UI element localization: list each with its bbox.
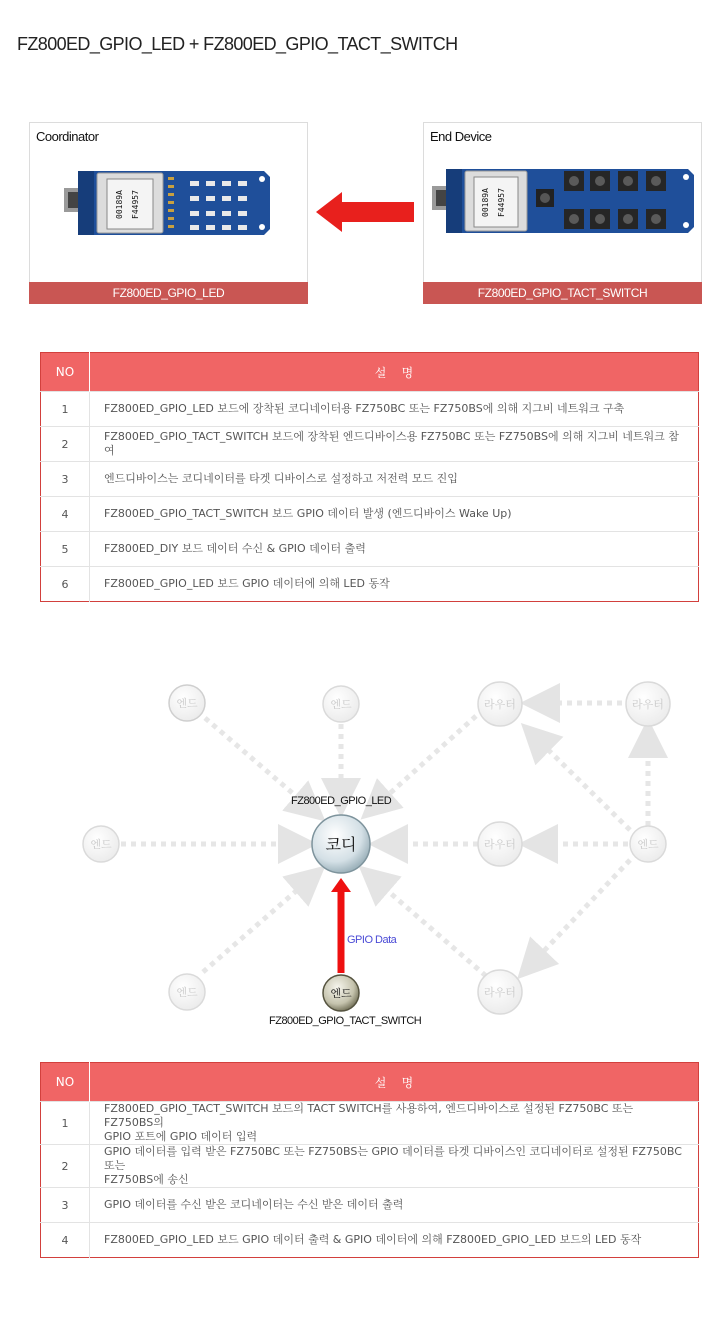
row-no: 6 bbox=[41, 567, 90, 602]
table-row bbox=[41, 1188, 699, 1223]
end-node bbox=[169, 974, 205, 1010]
node-label: 엔드 bbox=[330, 698, 352, 711]
row-text: FZ800ED_GPIO_LED 보드 GPIO 데이터에 의해 LED 동작 bbox=[90, 567, 699, 602]
end-device-panel bbox=[423, 122, 702, 304]
node-label: 엔드 bbox=[637, 838, 659, 851]
row-text bbox=[90, 1145, 699, 1188]
row-text: FZ800ED_DIY 보드 데이터 수신 & GPIO 데이터 출력 bbox=[90, 532, 699, 567]
end-node bbox=[323, 686, 359, 722]
row-no: 2 bbox=[41, 427, 90, 462]
table-row bbox=[41, 567, 699, 602]
end-node bbox=[169, 685, 205, 721]
row-no: 2 bbox=[41, 1145, 90, 1188]
row-text-line: GPIO 데이터를 입력 받은 FZ750BC 또는 FZ750BS는 GPIO 데이터를 타겟 디바이스인 코디네이터로 설정된 FZ750BC 또는 bbox=[104, 1145, 682, 1172]
coordinator-board-name: FZ800ED_GPIO_LED bbox=[29, 282, 308, 304]
table-row bbox=[41, 1145, 699, 1188]
description-table-1 bbox=[40, 352, 699, 602]
node-label: 엔드 bbox=[330, 987, 352, 1000]
table-row bbox=[41, 1102, 699, 1145]
row-text-line: FZ750BS에 송신 bbox=[104, 1173, 189, 1186]
node-label: 라우터 bbox=[484, 838, 516, 851]
row-text: GPIO 데이터를 수신 받은 코디네이터는 수신 받은 데이터 출력 bbox=[90, 1188, 699, 1223]
coordinator-caption: Coordinator bbox=[36, 129, 99, 144]
node-label: 엔드 bbox=[90, 838, 112, 851]
table-row bbox=[41, 1223, 699, 1258]
table-row bbox=[41, 497, 699, 532]
col-desc-header: 설 명 bbox=[90, 353, 699, 392]
row-text: 엔드디바이스는 코디네이터를 타겟 디바이스로 설정하고 저전력 모드 진입 bbox=[90, 462, 699, 497]
node-label: 라우터 bbox=[632, 698, 664, 711]
row-no: 4 bbox=[41, 497, 90, 532]
chip-label-2: F44957 bbox=[497, 188, 506, 217]
coordinator-node-label: FZ800ED_GPIO_LED bbox=[291, 795, 392, 807]
row-no: 3 bbox=[41, 1188, 90, 1223]
row-text bbox=[90, 1102, 699, 1145]
row-text: FZ800ED_GPIO_TACT_SWITCH 보드 GPIO 데이터 발생 (엔드디바이스 Wake Up) bbox=[90, 497, 699, 532]
chip-label-1: 00189A bbox=[115, 190, 124, 219]
node-label: 코디 bbox=[325, 835, 357, 854]
coordinator-panel bbox=[29, 122, 308, 304]
coordinator-node bbox=[312, 815, 370, 873]
router-node bbox=[478, 822, 522, 866]
col-desc-header: 설 명 bbox=[90, 1063, 699, 1102]
col-no-header: NO bbox=[41, 353, 90, 392]
row-text: FZ800ED_GPIO_TACT_SWITCH 보드에 장착된 엔드디바이스용 FZ750BC 또는 FZ750BS에 의해 지그비 네트워크 참여 bbox=[90, 427, 699, 462]
row-text: FZ800ED_GPIO_LED 보드에 장착된 코디네이터용 FZ750BC 또는 FZ750BS에 의해 지그비 네트워크 구축 bbox=[90, 392, 699, 427]
description-table-2 bbox=[40, 1062, 699, 1258]
end-node bbox=[630, 826, 666, 862]
node-label: 라우터 bbox=[484, 986, 516, 999]
table-row bbox=[41, 427, 699, 462]
table-row bbox=[41, 462, 699, 497]
tact-switch-board-image bbox=[432, 161, 698, 241]
row-no: 4 bbox=[41, 1223, 90, 1258]
router-node bbox=[626, 682, 670, 726]
node-label: 엔드 bbox=[176, 986, 198, 999]
router-node bbox=[478, 970, 522, 1014]
row-no: 1 bbox=[41, 1102, 90, 1145]
chip-label-2: F44957 bbox=[131, 190, 140, 219]
table-row bbox=[41, 532, 699, 567]
active-end-node bbox=[323, 975, 359, 1011]
node-label: 라우터 bbox=[484, 698, 516, 711]
table-row bbox=[41, 392, 699, 427]
network-diagram bbox=[0, 660, 725, 1040]
chip-label-1: 00189A bbox=[481, 188, 490, 217]
row-text: FZ800ED_GPIO_LED 보드 GPIO 데이터 출력 & GPIO 데이터에 의해 FZ800ED_GPIO_LED 보드의 LED 동작 bbox=[90, 1223, 699, 1258]
end-device-caption: End Device bbox=[430, 129, 492, 144]
led-board-image bbox=[64, 163, 274, 243]
end-device-board-name: FZ800ED_GPIO_TACT_SWITCH bbox=[423, 282, 702, 304]
page-title: FZ800ED_GPIO_LED + FZ800ED_GPIO_TACT_SWITCH bbox=[17, 34, 458, 54]
end-node-label: FZ800ED_GPIO_TACT_SWITCH bbox=[269, 1015, 422, 1027]
data-flow-arrow bbox=[316, 192, 416, 232]
col-no-header: NO bbox=[41, 1063, 90, 1102]
end-node bbox=[83, 826, 119, 862]
router-node bbox=[478, 682, 522, 726]
row-no: 5 bbox=[41, 532, 90, 567]
row-text-line: FZ800ED_GPIO_TACT_SWITCH 보드의 TACT SWITCH를 사용하여, 엔드디바이스로 설정된 FZ750BC 또는 FZ750BS의 bbox=[104, 1102, 634, 1129]
row-no: 1 bbox=[41, 392, 90, 427]
node-label: 엔드 bbox=[176, 697, 198, 710]
gpio-data-label: GPIO Data bbox=[347, 934, 397, 946]
row-no: 3 bbox=[41, 462, 90, 497]
row-text-line: GPIO 포트에 GPIO 데이터 입력 bbox=[104, 1130, 258, 1143]
